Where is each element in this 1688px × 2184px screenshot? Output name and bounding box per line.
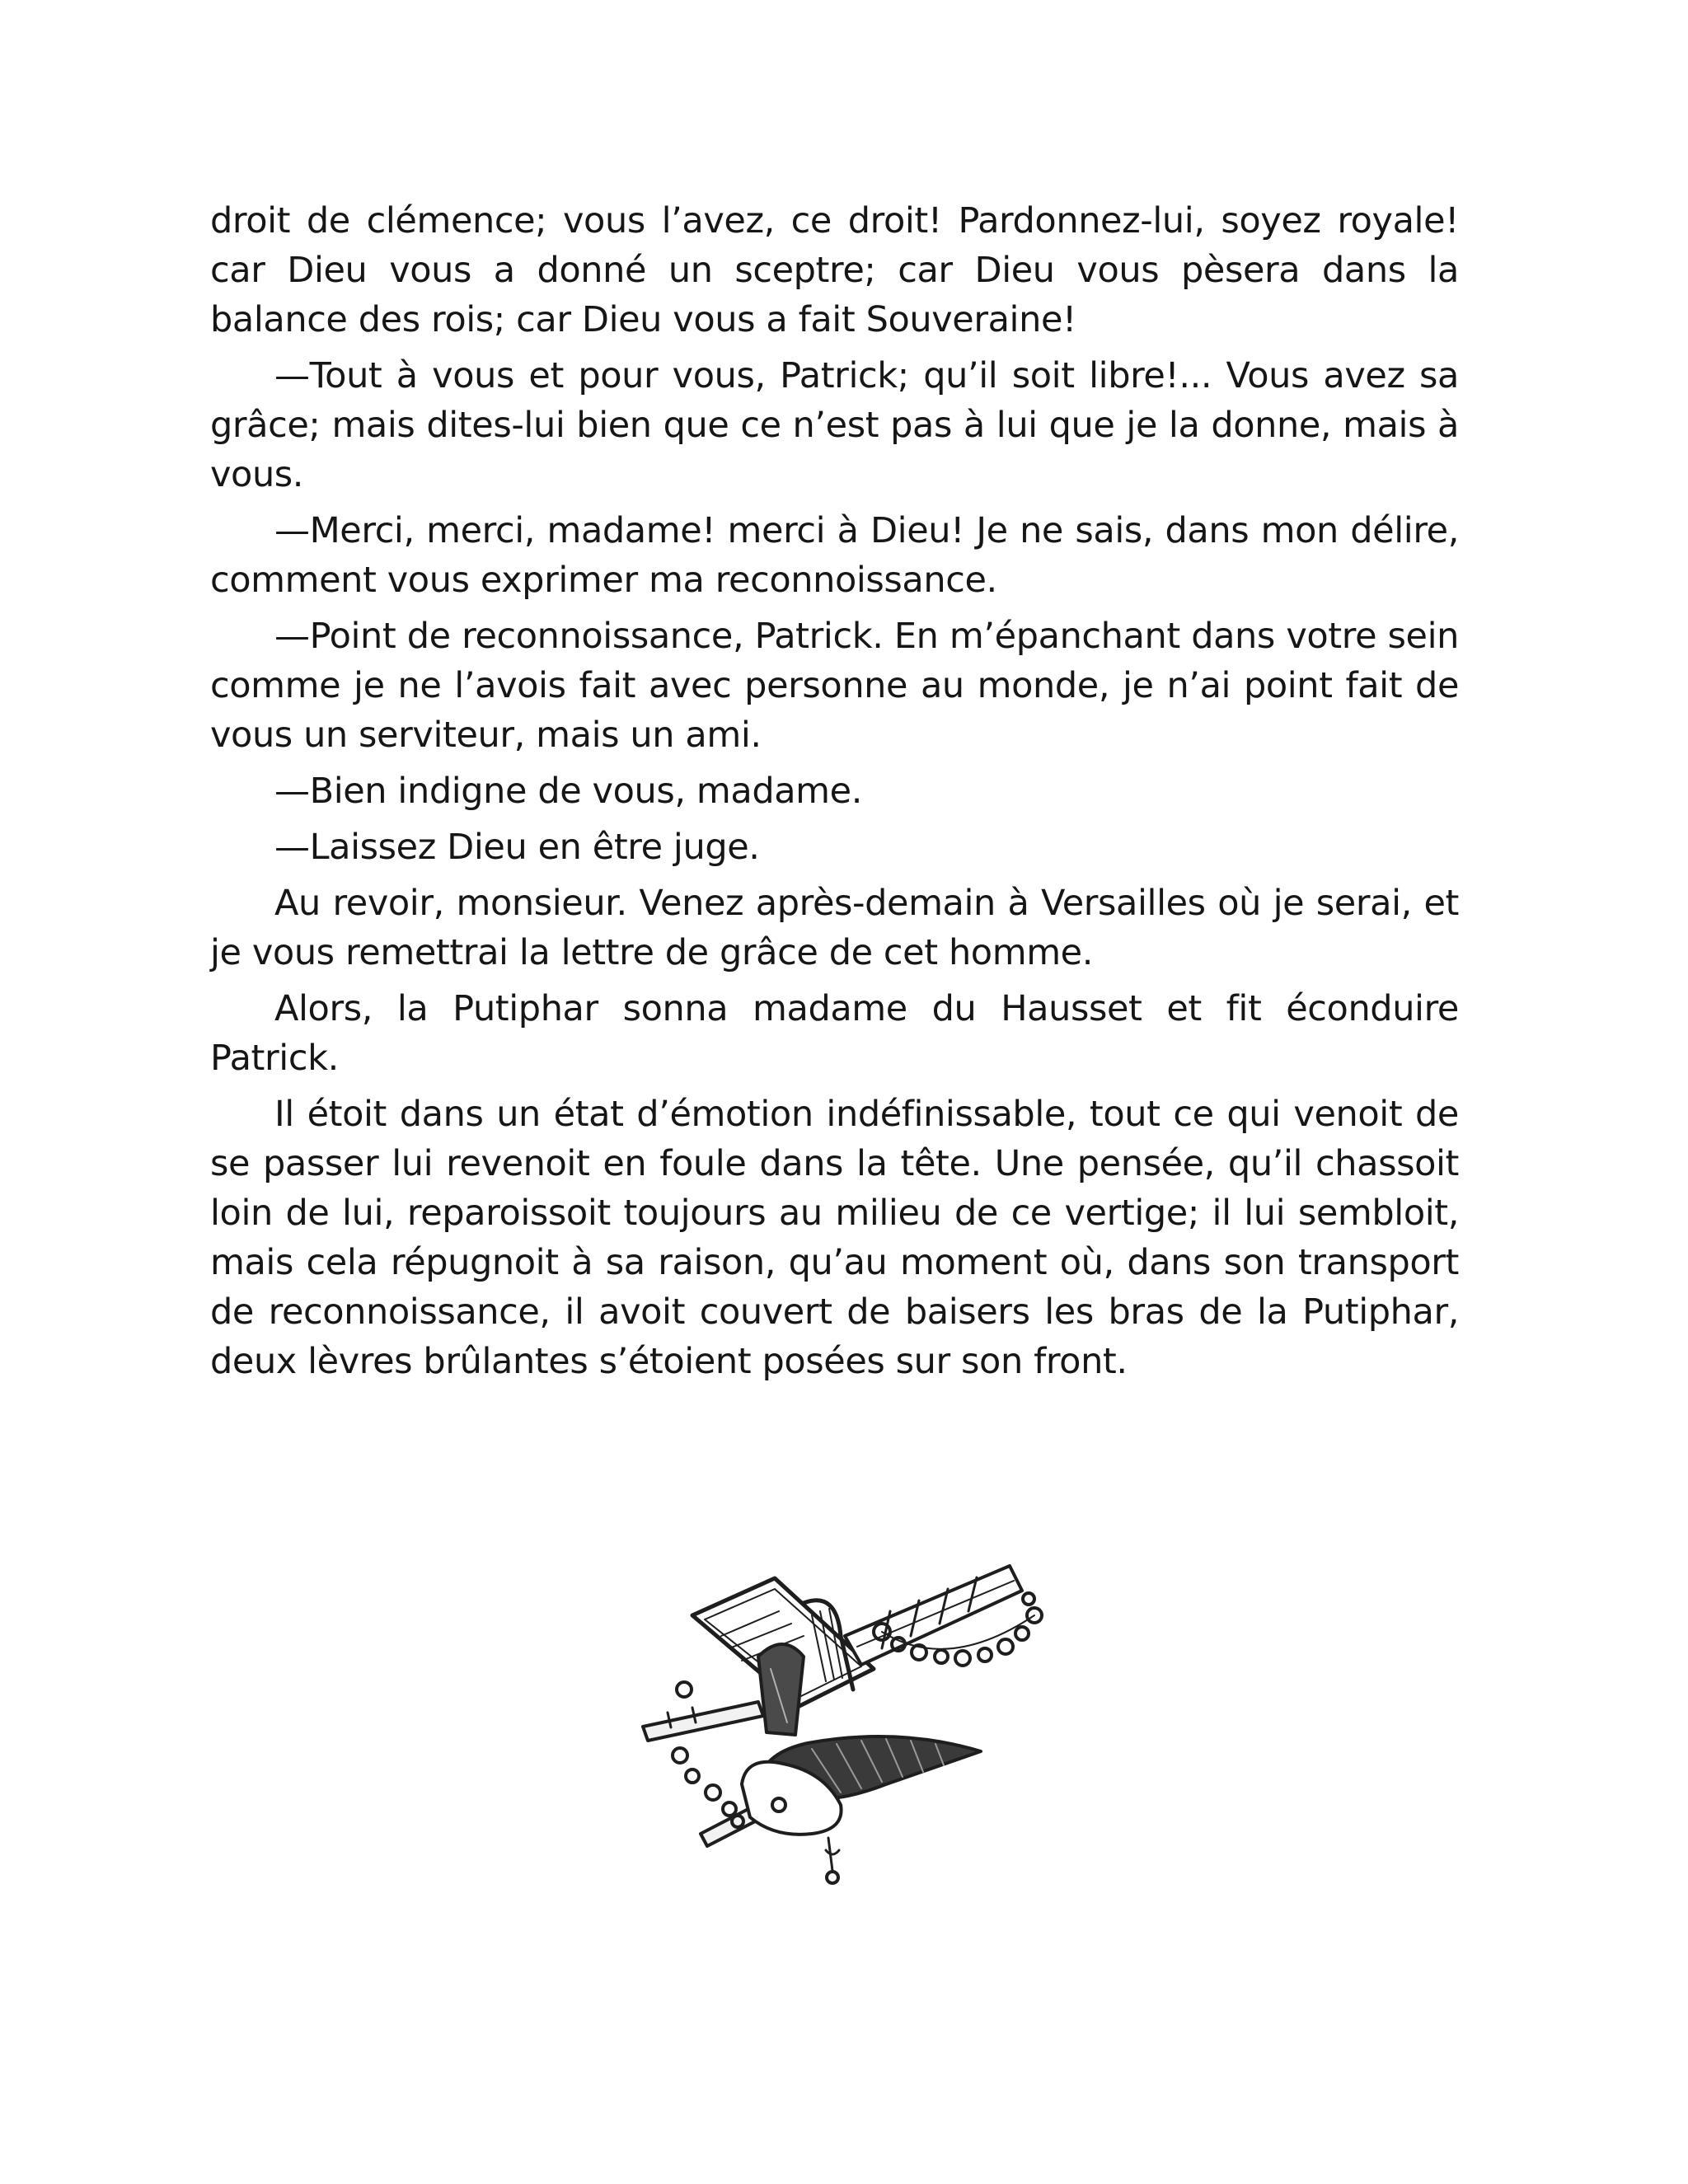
dialogue-paragraph: —Tout à vous et pour vous, Patrick; qu’il soit libre!... Vous avez sa grâce; mais dites-lui bien que ce n’est pas à lui que je la donne, mais à vous. bbox=[210, 355, 1459, 495]
paragraph-continuation: droit de clémence; vous l’avez, ce droit! Pardonnez-lui, soyez royale! car Dieu vous a donné un sceptre; car Dieu vous pèsera dans la balance des rois; car Dieu vous a fait Souveraine! bbox=[210, 200, 1459, 340]
narrative-paragraph: Il étoit dans un état d’émotion indéfinissable, tout ce qui venoit de se passer lui revenoit en foule dans la tête. Une pensée, qu’il chassoit loin de lui, reparoissoit toujours au milieu de ce vertige; il lui sembloit, mais cela répugnoit à sa raison, qu’au moment où, dans son transport de reconnoissance, il avoit couvert de baisers les bras de la Putiphar, deux lèvres brûlantes s’étoient posées sur son front. bbox=[210, 1094, 1459, 1382]
dialogue-paragraph: —Laissez Dieu en être juge. bbox=[274, 827, 760, 868]
dialogue-paragraph: —Bien indigne de vous, madame. bbox=[274, 771, 862, 812]
narrative-paragraph: Alors, la Putiphar sonna madame du Hausset et fit éconduire Patrick. bbox=[210, 988, 1459, 1079]
narrative-paragraph: Au revoir, monsieur. Venez après-demain à Versailles où je serai, et je vous remettrai la lettre de grâce de cet homme. bbox=[210, 883, 1459, 973]
dialogue-paragraph: —Merci, merci, madame! merci à Dieu! Je ne sais, dans mon délire, comment vous exprimer ma reconnoissance. bbox=[210, 510, 1459, 601]
dialogue-paragraph: —Point de reconnoissance, Patrick. En m’épanchant dans votre sein comme je ne l’avois fait avec personne au monde, je n’ai point fait de vous un serviteur, mais un ami. bbox=[210, 616, 1459, 756]
body-text bbox=[210, 196, 1459, 1393]
musical-instruments-vignette-icon bbox=[635, 1558, 1063, 1887]
